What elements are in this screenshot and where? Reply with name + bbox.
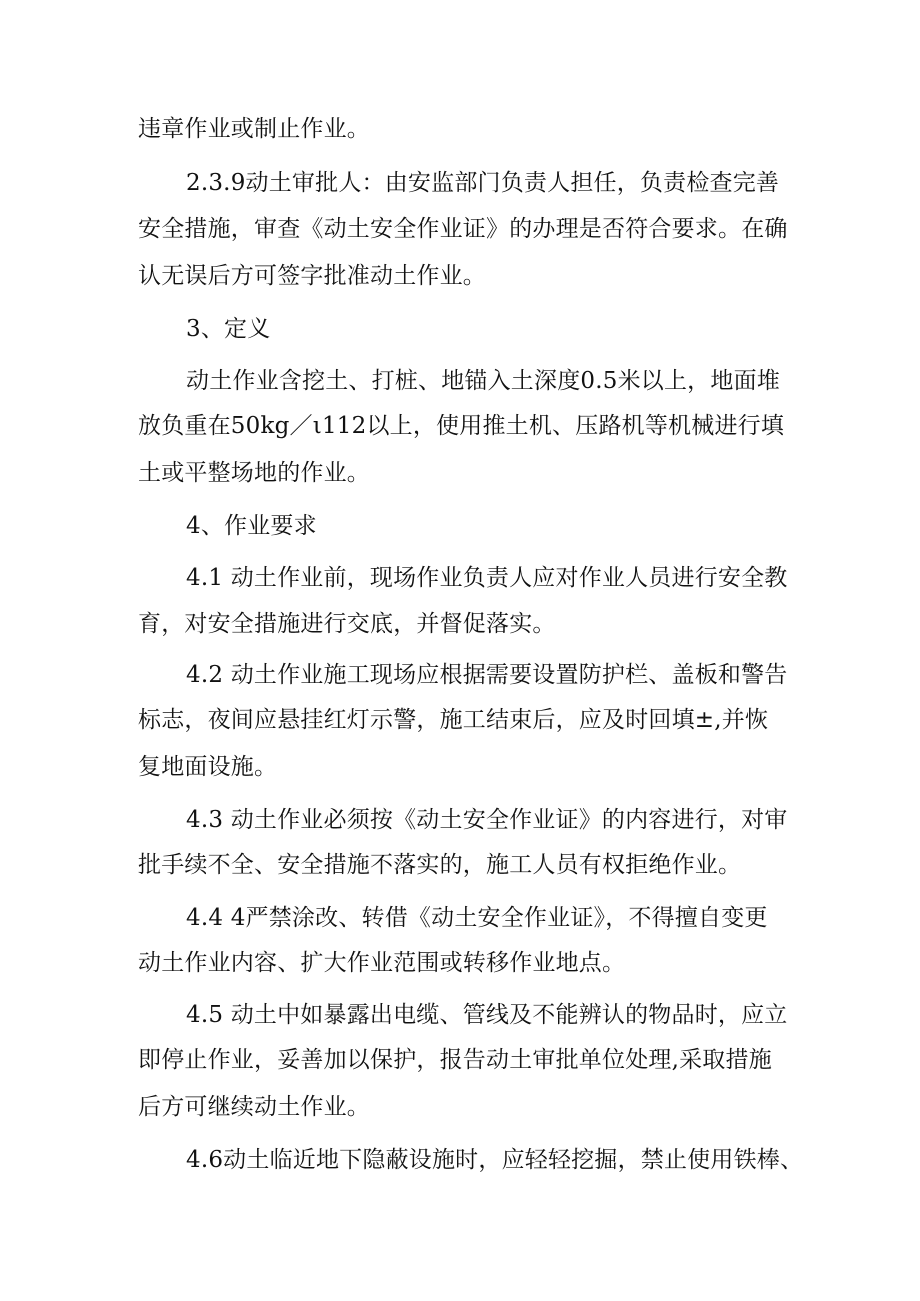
section-heading: 3、定义	[186, 316, 271, 342]
text-line: 批手续不全、安全措施不落实的，施工人员有权拒绝作业。	[138, 852, 742, 878]
text-line: 即停止作业，妥善加以保护，报告动土审批单位处理,采取措施	[138, 1047, 772, 1073]
text-line: 4.3 动土作业必须按《动土安全作业证》的内容进行，对审	[186, 807, 788, 833]
text-line: 后方可继续动土作业。	[138, 1094, 370, 1120]
text-line: 安全措施，审查《动土安全作业证》的办理是否符合要求。在确	[138, 216, 788, 242]
section-heading: 4、作业要求	[186, 513, 317, 539]
text-line: 4.6动土临近地下隐蔽设施时，应轻轻挖掘，禁止使用铁棒、	[186, 1147, 804, 1173]
text-line: 4.4 4严禁涂改、转借《动土安全作业证》，不得擅自变更	[186, 905, 768, 931]
text-line: 标志，夜间应悬挂红灯示警，施工结束后，应及时回填±,并恢	[138, 707, 769, 733]
text-line: 动土作业含挖土、打桩、地锚入土深度0.5米以上，地面堆	[186, 368, 780, 394]
text-line: 4.2 动土作业施工现场应根据需要设置防护栏、盖板和警告	[186, 662, 788, 688]
text-line: 复地面设施。	[138, 754, 278, 780]
text-line: 4.1 动土作业前，现场作业负责人应对作业人员进行安全教	[186, 565, 788, 591]
text-line: 育，对安全措施进行交底，并督促落实。	[138, 611, 556, 637]
text-line: 认无误后方可签字批准动土作业。	[138, 263, 486, 289]
text-line: 动土作业内容、扩大作业范围或转移作业地点。	[138, 950, 626, 976]
text-line: 2.3.9动土审批人：由安监部门负责人担任，负责检查完善	[186, 170, 780, 196]
text-line: 放负重在50kg／ι112以上，使用推土机、压路机等机械进行填	[138, 413, 785, 439]
text-line: 违章作业或制止作业。	[138, 116, 370, 142]
text-line: 4.5 动土中如暴露出电缆、管线及不能辨认的物品时，应立	[186, 1002, 788, 1028]
text-line: 土或平整场地的作业。	[138, 460, 370, 486]
